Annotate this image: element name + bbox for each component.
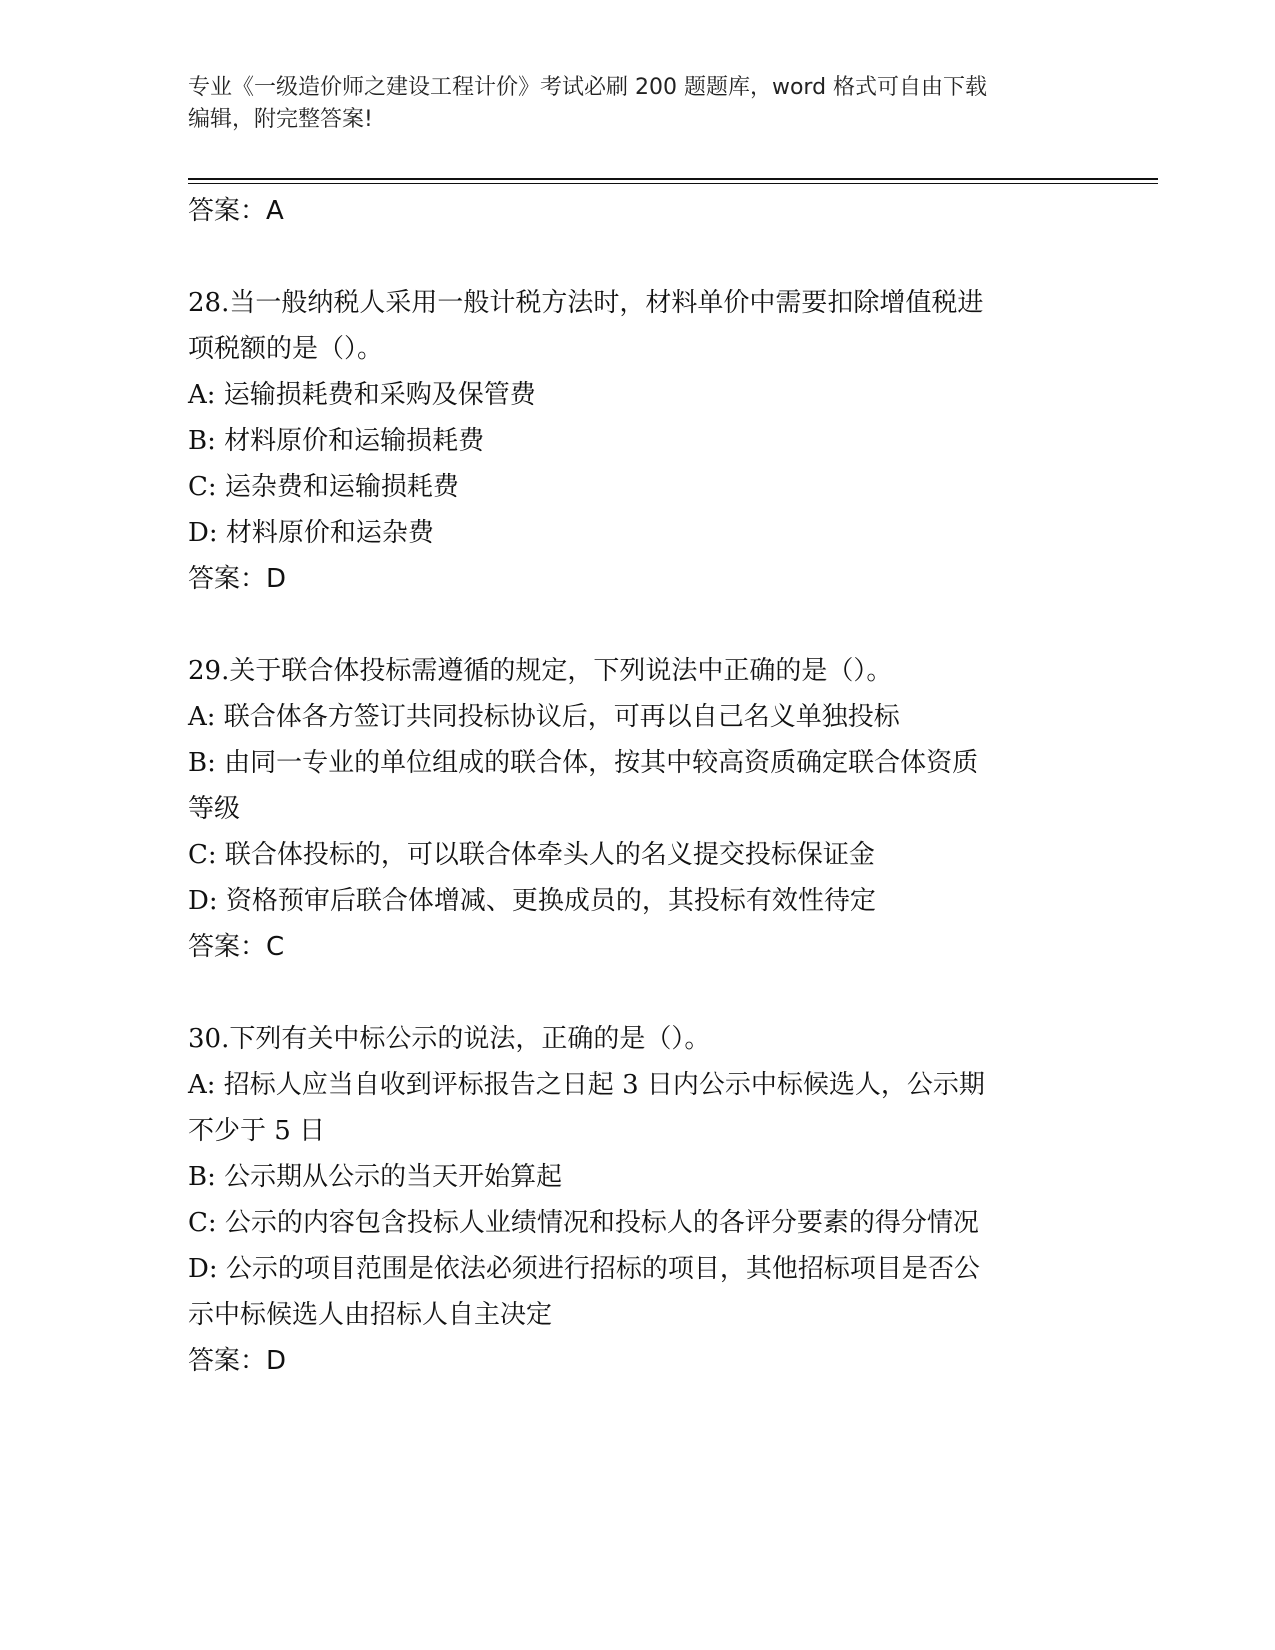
option-c: C: 联合体投标的，可以联合体牵头人的名义提交投标保证金 xyxy=(188,840,875,870)
document-header xyxy=(188,72,1088,136)
option-b: B: 由同一专业的单位组成的联合体，按其中较高资质确定联合体资质 xyxy=(188,748,979,778)
spacer xyxy=(188,602,1088,648)
option-a-continued: 不少于 5 日 xyxy=(188,1116,326,1146)
option-a: A: 招标人应当自收到评标报告之日起 3 日内公示中标候选人，公示期 xyxy=(188,1070,985,1100)
header-divider-thin xyxy=(188,183,1158,184)
answer: 答案：D xyxy=(188,564,287,594)
option-b: B: 公示期从公示的当天开始算起 xyxy=(188,1162,563,1192)
header-divider-thick xyxy=(188,178,1158,180)
answer: 答案：C xyxy=(188,932,285,962)
spacer xyxy=(188,970,1088,1016)
option-d: D: 资格预审后联合体增减、更换成员的，其投标有效性待定 xyxy=(188,886,876,916)
question-stem-line: 30.下列有关中标公示的说法，正确的是（）。 xyxy=(188,1024,711,1054)
question-28 xyxy=(188,280,1088,602)
question-stem-line: 29.关于联合体投标需遵循的规定，下列说法中正确的是（）。 xyxy=(188,656,893,686)
option-c: C: 运杂费和运输损耗费 xyxy=(188,472,459,502)
question-stem-line: 28.当一般纳税人采用一般计税方法时，材料单价中需要扣除增值税进 xyxy=(188,288,984,318)
option-b-continued: 等级 xyxy=(188,794,241,824)
option-d-continued: 示中标候选人由招标人自主决定 xyxy=(188,1300,553,1330)
header-line-1: 专业《一级造价师之建设工程计价》考试必刷 200 题题库，word 格式可自由下载 xyxy=(188,75,988,100)
option-a: A: 联合体各方签订共同投标协议后，可再以自己名义单独投标 xyxy=(188,702,900,732)
answer: 答案：D xyxy=(188,1346,287,1376)
option-d: D: 材料原价和运杂费 xyxy=(188,518,434,548)
question-stem-line: 项税额的是（）。 xyxy=(188,334,384,364)
option-a: A: 运输损耗费和采购及保管费 xyxy=(188,380,536,410)
option-b: B: 材料原价和运输损耗费 xyxy=(188,426,485,456)
question-30 xyxy=(188,1016,1088,1384)
option-c: C: 公示的内容包含投标人业绩情况和投标人的各评分要素的得分情况 xyxy=(188,1208,979,1238)
option-d: D: 公示的项目范围是依法必须进行招标的项目，其他招标项目是否公 xyxy=(188,1254,980,1284)
spacer xyxy=(188,234,1088,280)
question-29 xyxy=(188,648,1088,970)
document-body xyxy=(188,188,1088,1384)
header-line-2: 编辑，附完整答案! xyxy=(188,107,373,132)
previous-answer: 答案：A xyxy=(188,196,284,226)
